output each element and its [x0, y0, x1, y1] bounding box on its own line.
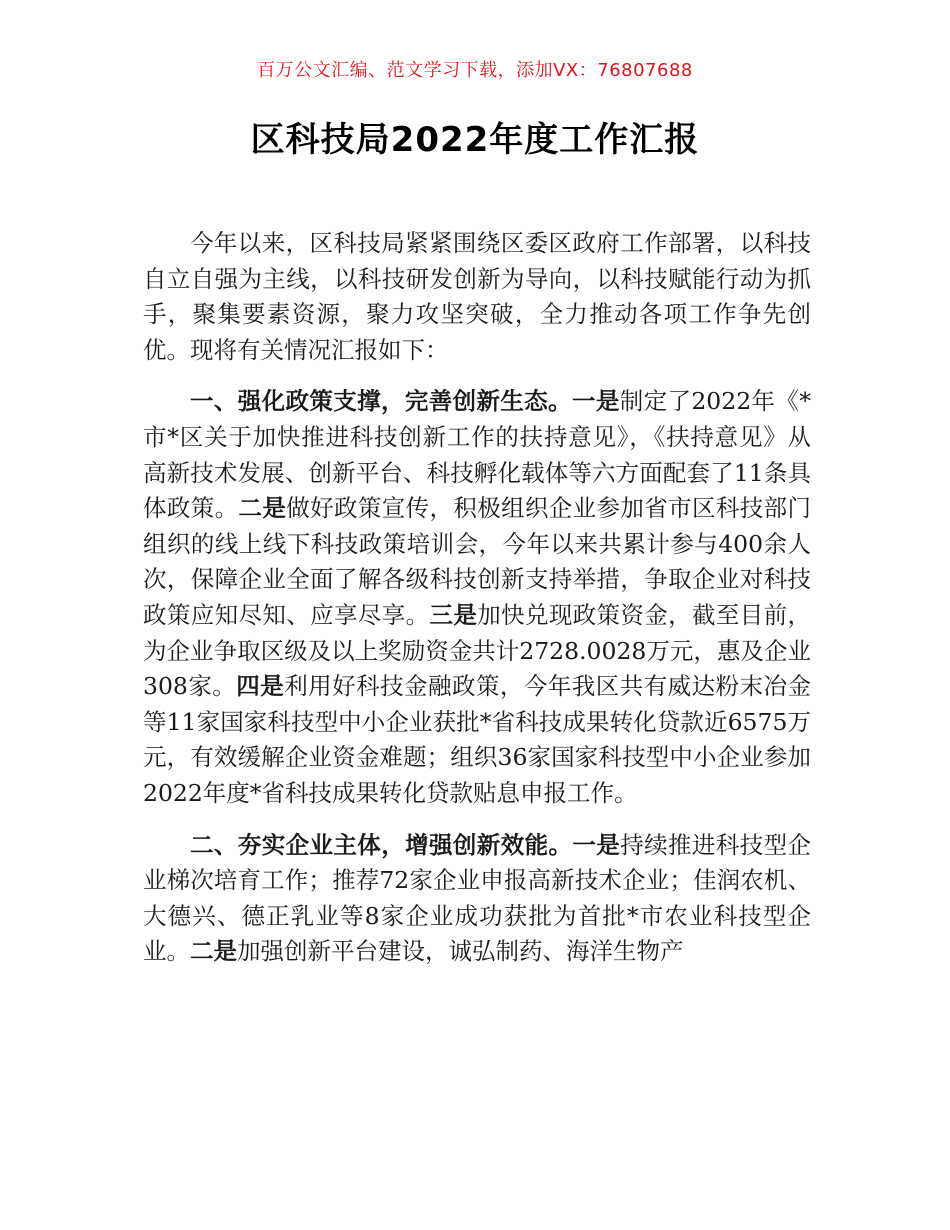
section-2-heading: 二、夯实企业主体，增强创新效能。 — [190, 830, 573, 859]
item-marker: 四是 — [236, 672, 285, 701]
section-2-paragraph — [143, 828, 811, 970]
item-text: 持续推进科技型企业梯次培育工作；推荐72家企业申报高新技术企业；佳润农机、大德兴、德正乳业等8家企业成功获批为首批*市农业科技型企业。 — [143, 830, 812, 966]
section-1-heading: 一、强化政策支撑，完善创新生态。 — [190, 387, 572, 416]
document-body — [143, 226, 811, 986]
item-marker: 三是 — [429, 600, 478, 629]
intro-paragraph: 今年以来，区科技局紧紧围绕区委区政府工作部署，以科技自立自强为主线，以科技研发创新为导向，以科技赋能行动为抓手，聚集要素资源，聚力攻坚突破，全力推动各项工作争先创优。现将有关情况汇报如下： — [143, 229, 811, 364]
document-title: 区科技局2022年度工作汇报 — [250, 120, 700, 160]
item-text: 利用好科技金融政策，今年我区共有威达粉末冶金等11家国家科技型中小企业获批*省科技成果转化贷款近6575万元，有效缓解企业资金难题；组织36家国家科技型中小企业参加2022年度*省科技成果转化贷款贴息申报工作。 — [143, 672, 812, 807]
item-text: 加强创新平台建设，诚弘制药、海洋生物产 — [237, 937, 684, 966]
item-text: 做好政策宣传，积极组织企业参加省市区科技部门组织的线上线下科技政策培训会，今年以来共累计参与400余人次，保障企业全面了解各级科技创新支持举措，争取企业对科技政策应知尽知、应享尽享。 — [143, 494, 812, 629]
watermark-banner: 百万公文汇编、范文学习下载，添加VX：76807688 — [257, 60, 693, 81]
item-marker: 二是 — [190, 937, 237, 966]
item-text: 制定了2022年《*市*区关于加快推进科技创新工作的扶持意见》，《扶持意见》从高新技术发展、创新平台、科技孵化载体等六方面配套了11条具体政策。 — [143, 387, 812, 523]
item-text: 加快兑现政策资金，截至目前，为企业争取区级及以上奖励资金共计2728.0028万元，惠及企业308家。 — [143, 600, 812, 701]
item-marker: 二是 — [238, 494, 287, 523]
item-marker: 一是 — [571, 387, 620, 416]
item-marker: 一是 — [572, 830, 621, 859]
section-1-paragraph — [143, 384, 811, 811]
